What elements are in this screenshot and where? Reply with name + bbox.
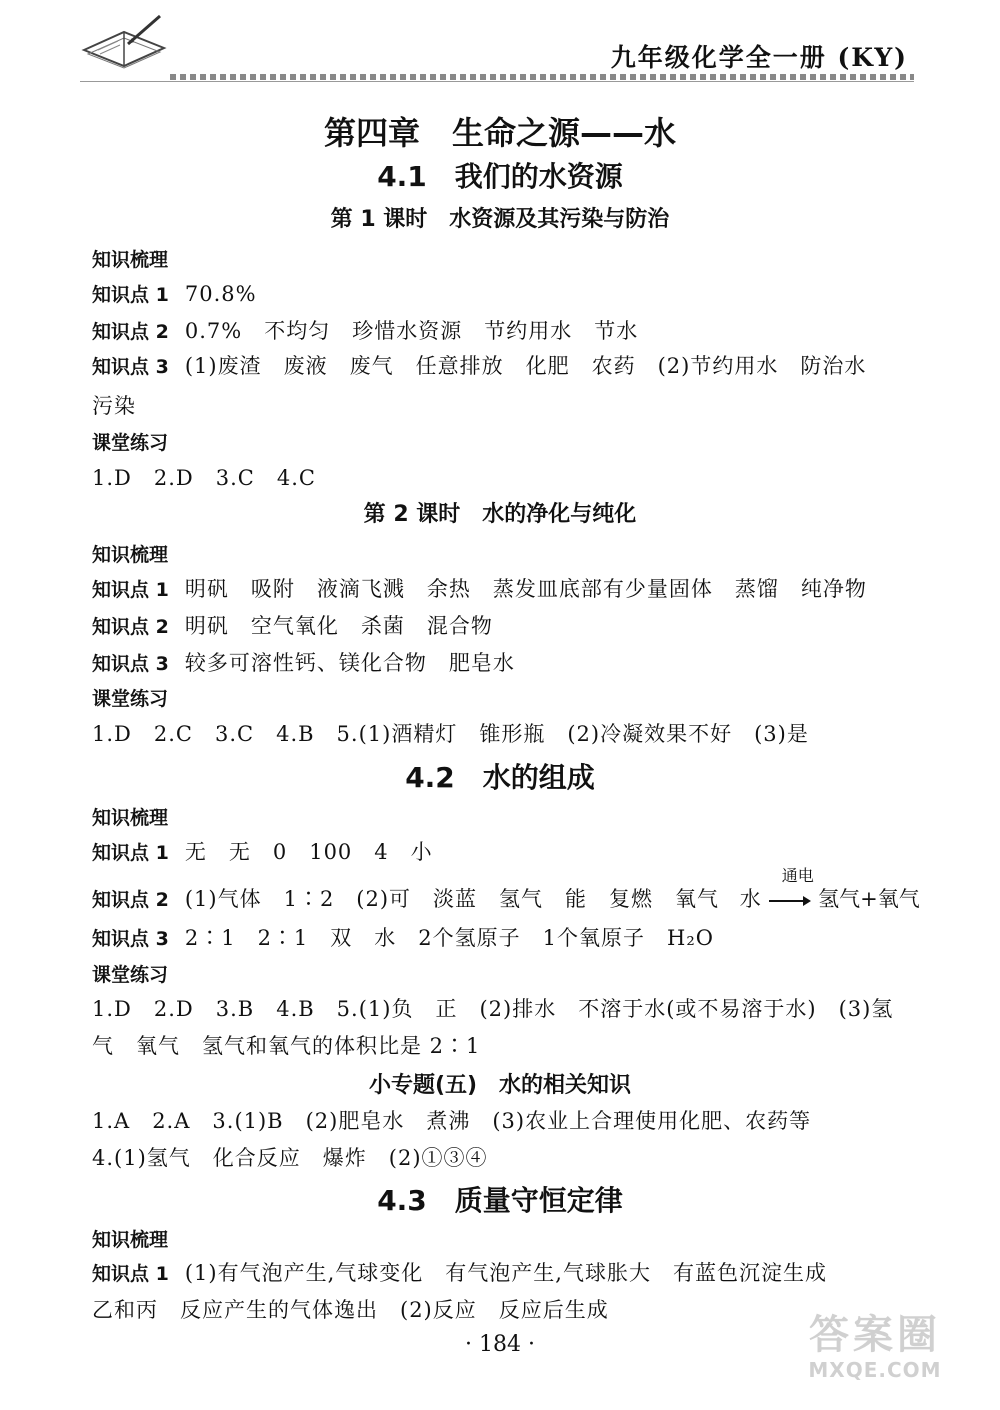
knowledge-point-label: 知识点 3 (92, 928, 169, 950)
knowledge-point-row (92, 1257, 827, 1287)
practice-answers: 1.D 2.D 3.B 4.B 5.(1)负 正 (2)排水 不溶于水(或不易溶于水) (3)氢 (92, 997, 894, 1021)
reaction-arrow-icon (769, 900, 809, 902)
practice-answers: 1.D 2.D 3.C 4.C (92, 466, 316, 490)
header-divider (170, 74, 914, 80)
knowledge-review-heading: 知识梳理 (92, 249, 169, 271)
knowledge-point-continuation: 污染 (92, 394, 136, 418)
knowledge-review-heading: 知识梳理 (92, 544, 169, 566)
electrolysis-equation (739, 866, 920, 913)
knowledge-point-row (92, 836, 433, 866)
equation-products: 氢气+氧气 (818, 887, 920, 911)
knowledge-point-row (92, 866, 920, 913)
section-4-2-title: 4.2 水的组成 (405, 761, 595, 794)
knowledge-point-row (92, 610, 493, 640)
chapter-title: 第四章 生命之源——水 (323, 114, 676, 152)
watermark (780, 1312, 970, 1392)
knowledge-point-label: 知识点 2 (92, 616, 169, 638)
classroom-practice-heading: 课堂练习 (92, 964, 169, 986)
practice-answers: 1.D 2.C 3.C 4.B 5.(1)酒精灯 锥形瓶 (2)冷凝效果不好 (3)是 (92, 722, 809, 746)
knowledge-point-answer: (1)有气泡产生,气球变化 有气泡产生,气球胀大 有蓝色沉淀生成 (184, 1261, 827, 1285)
knowledge-point-label: 知识点 1 (92, 842, 169, 864)
knowledge-point-answer: (1)气体 1∶2 (2)可 淡蓝 氢气 能 复燃 氧气 (184, 887, 720, 911)
lesson-2-title: 第 2 课时 水的净化与纯化 (363, 502, 637, 527)
knowledge-point-row (92, 573, 867, 603)
knowledge-point-label: 知识点 2 (92, 321, 169, 343)
equation-reactant: 水 (739, 887, 761, 911)
practice-answers-continuation: 气 氧气 氢气和氧气的体积比是 2∶1 (92, 1034, 481, 1058)
knowledge-point-answer: 2∶1 2∶1 双 水 2个氢原子 1个氧原子 H₂O (184, 926, 714, 950)
equation-condition: 通电 (781, 866, 814, 885)
knowledge-review-heading: 知识梳理 (92, 807, 169, 829)
knowledge-point-label: 知识点 3 (92, 653, 169, 675)
knowledge-point-answer: 明矾 空气氧化 杀菌 混合物 (184, 614, 493, 638)
knowledge-point-answer: 明矾 吸附 液滴飞溅 余热 蒸发皿底部有少量固体 蒸馏 纯净物 (184, 577, 867, 601)
lesson-1-title: 第 1 课时 水资源及其污染与防治 (330, 207, 670, 232)
topic-answers: 1.A 2.A 3.(1)B (2)肥皂水 煮沸 (3)农业上合理使用化肥、农药等 (92, 1109, 812, 1133)
knowledge-point-answer: 无 无 0 100 4 小 (184, 840, 433, 864)
knowledge-point-label: 知识点 3 (92, 356, 169, 378)
knowledge-point-row (92, 315, 638, 345)
knowledge-point-label: 知识点 1 (92, 284, 169, 306)
page-number: · 184 · (465, 1332, 535, 1357)
knowledge-review-heading: 知识梳理 (92, 1229, 169, 1251)
topic-answers: 4.(1)氢气 化合反应 爆炸 (2)①③④ (92, 1146, 488, 1170)
knowledge-point-answer: (1)废渣 废液 废气 任意排放 化肥 农药 (2)节约用水 防治水 (184, 354, 867, 378)
header-divider-thin (80, 81, 914, 82)
knowledge-point-label: 知识点 2 (92, 889, 169, 911)
knowledge-point-row (92, 647, 515, 677)
knowledge-point-continuation: 乙和丙 反应产生的气体逸出 (2)反应 反应后生成 (92, 1298, 609, 1322)
knowledge-point-label: 知识点 1 (92, 1263, 169, 1285)
knowledge-point-label: 知识点 1 (92, 579, 169, 601)
knowledge-point-answer: 70.8% (184, 282, 257, 306)
classroom-practice-heading: 课堂练习 (92, 432, 169, 454)
knowledge-point-answer: 较多可溶性钙、镁化合物 肥皂水 (184, 651, 515, 675)
knowledge-point-row (92, 922, 714, 952)
section-4-1-title: 4.1 我们的水资源 (377, 160, 623, 193)
watermark-url: MXQE.COM (808, 1358, 942, 1382)
classroom-practice-heading: 课堂练习 (92, 688, 169, 710)
knowledge-point-answer: 0.7% 不均匀 珍惜水资源 节约用水 节水 (184, 319, 639, 343)
book-title: 九年级化学全一册 (KY) (610, 43, 908, 72)
book-pen-logo-icon (78, 10, 170, 72)
section-4-3-title: 4.3 质量守恒定律 (377, 1184, 623, 1217)
knowledge-point-row (92, 350, 866, 380)
watermark-text: 答案圈 (809, 1312, 941, 1358)
knowledge-point-row (92, 280, 257, 307)
topic-5-title: 小专题(五) 水的相关知识 (368, 1073, 632, 1098)
